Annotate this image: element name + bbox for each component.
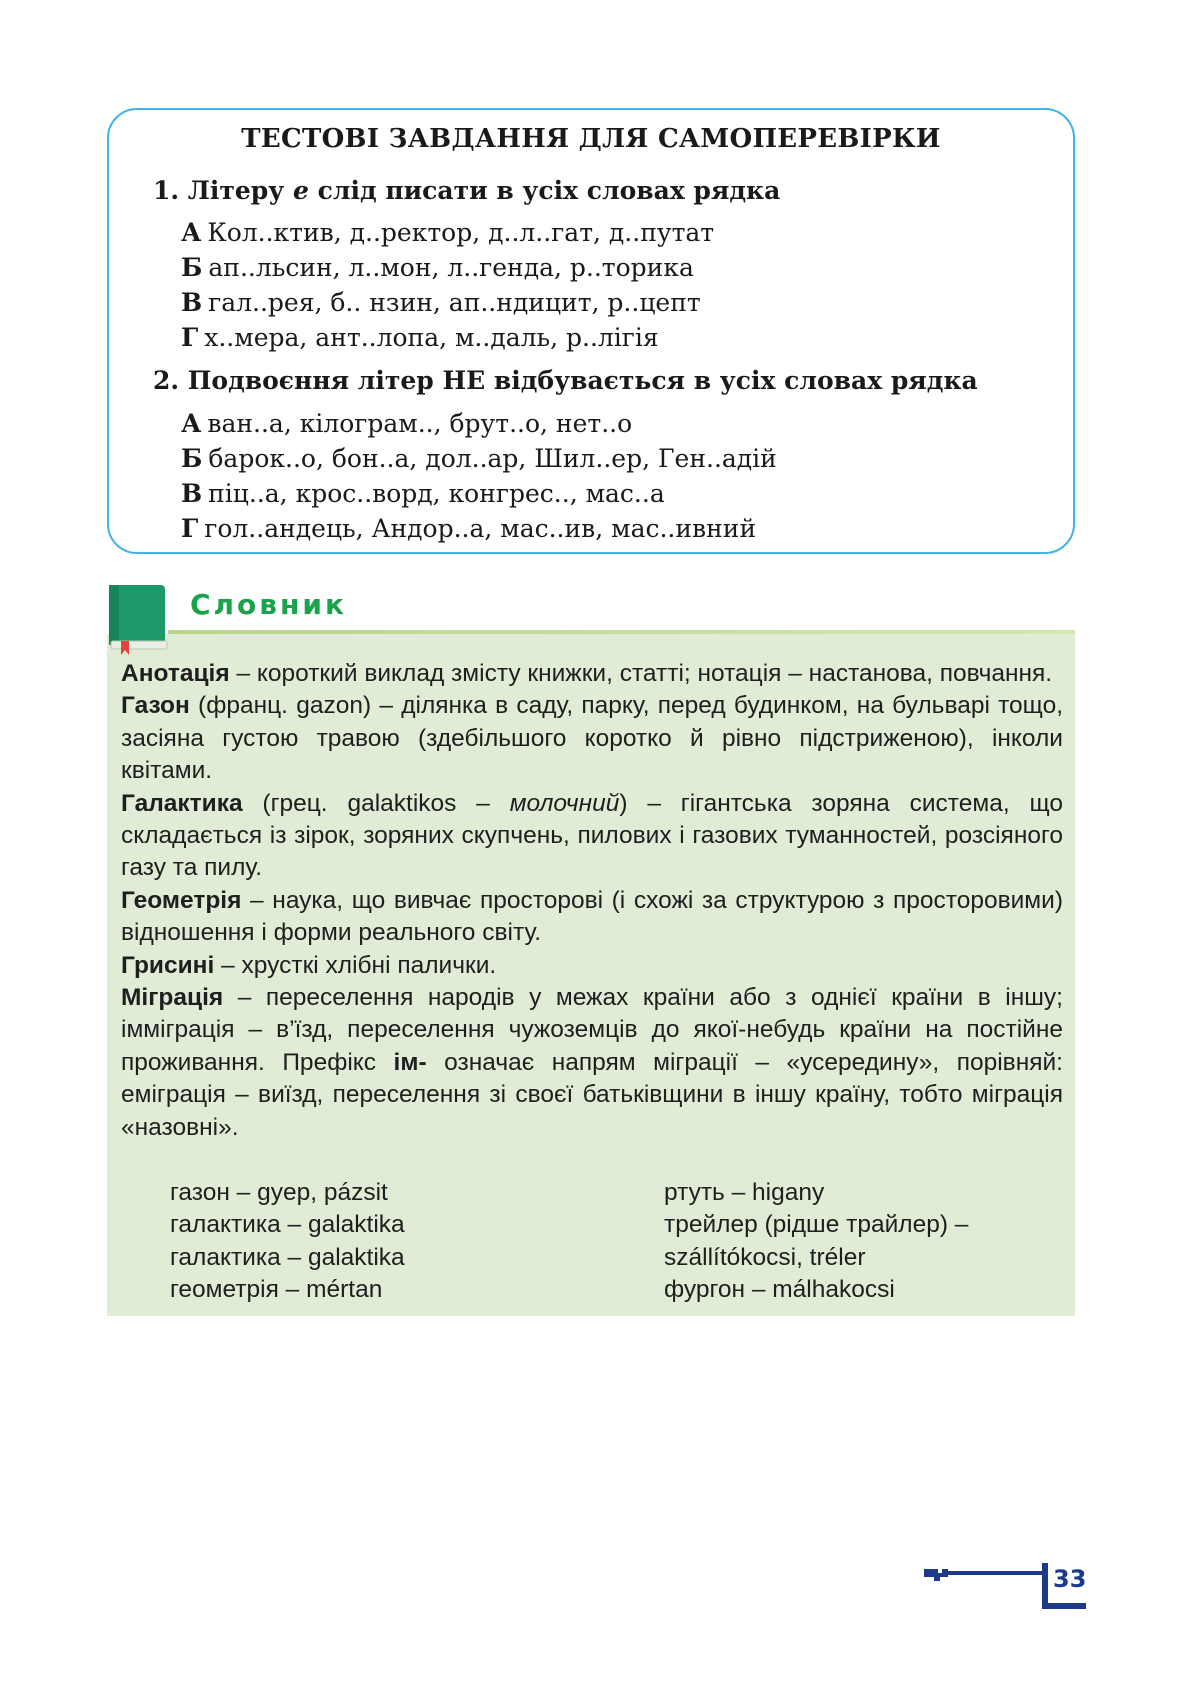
option-letter: А	[181, 218, 202, 247]
q2-option-a	[181, 407, 632, 441]
entry-definition: – хрусткі хлібні палички.	[214, 951, 497, 979]
translation-pair: галактика – galaktika	[170, 1211, 405, 1239]
option-text: гол..андець, Андор..а, мас..ив, мас..ивний	[204, 514, 757, 543]
entry-hrysyni	[121, 950, 1063, 982]
option-letter: Б	[181, 253, 203, 282]
entry-term: Грисині	[121, 951, 215, 979]
test-tasks-box	[107, 108, 1075, 554]
entry-definition: – переселення народів у межах країни або з однієї країни в іншу; імміграція – в’їзд, переселення чужоземців до якої-небудь країни на постійне проживання. Префікс	[121, 984, 1063, 1076]
vocabulary-title: Словник	[190, 588, 347, 621]
entry-mihratsiia	[121, 982, 1063, 1144]
entry-halaktyka	[121, 788, 1063, 885]
page-number: 33	[1053, 1565, 1087, 1593]
translation-pair: szállítókocsi, tréler	[664, 1243, 866, 1271]
translations-right	[664, 1177, 968, 1307]
option-text: барок..о, бон..а, дол..ар, Шил..ер, Ген..адій	[208, 444, 777, 473]
entry-term: Геометрія	[121, 886, 242, 914]
entry-bold: ім-	[393, 1048, 427, 1076]
entry-definition: ) – гігантська зоряна система, що складається із зірок, зоряних скупчень, пилових і газових туманностей, розсіяного газу та пилу.	[121, 789, 1063, 882]
entry-heometriia	[121, 885, 1063, 950]
entry-term: Анотація	[121, 660, 230, 687]
translation-pair: трейлер (рідше трайлер) –	[664, 1211, 969, 1239]
test-title: ТЕСТОВІ ЗАВДАННЯ ДЛЯ САМОПЕРЕВІРКИ	[241, 124, 941, 154]
vocabulary-divider	[168, 630, 1075, 634]
vocabulary-entries	[121, 658, 1063, 1144]
entry-term: Міграція	[121, 984, 224, 1012]
q2-option-b	[181, 442, 777, 476]
entry-hazon	[121, 690, 1063, 787]
option-text: ван..а, кілограм.., брут..о, нет..о	[207, 409, 633, 438]
q1-option-b	[181, 251, 694, 285]
translation-pair: галактика – galaktika	[170, 1243, 405, 1271]
option-text: гал..рея, б.. нзин, ап..ндицит, р..цепт	[208, 288, 701, 317]
question-1-emph: е	[293, 176, 309, 205]
translations-left	[170, 1177, 405, 1307]
q2-option-c	[181, 477, 665, 511]
entry-anotatsiia	[121, 658, 1063, 690]
entry-definition: означає напрям міграції – «усередину», порівняй: еміграція – виїзд, переселення зі своєї батьківщини в іншу країну, тобто міграція «назовні».	[121, 1048, 1063, 1141]
option-letter: В	[181, 288, 203, 317]
question-1	[153, 176, 780, 205]
entry-definition: – наука, що вивчає просторові (і схожі за структурою з просторовими) відношення і форми реального світу.	[121, 886, 1063, 947]
option-text: х..мера, ант..лопа, м..даль, р..лігія	[204, 323, 659, 352]
entry-term: Газон	[121, 692, 190, 720]
q1-option-a	[181, 216, 714, 250]
option-text: піц..а, крос..ворд, конгрес.., мас..а	[208, 479, 665, 508]
question-1-prefix: 1. Літеру	[153, 176, 293, 205]
translation-pair: ртуть – higany	[664, 1179, 825, 1206]
translation-pair: геометрія – mértan	[170, 1276, 383, 1304]
entry-definition: (грец. galaktikos –	[242, 789, 510, 817]
option-text: ап..льсин, л..мон, л..генда, р..торика	[208, 253, 694, 282]
book-icon	[107, 583, 169, 655]
option-letter: Г	[181, 323, 199, 352]
q1-option-c	[181, 286, 701, 320]
entry-italic: молочний	[509, 789, 620, 817]
question-1-suffix: слід писати в усіх словах рядка	[308, 176, 781, 205]
option-letter: В	[181, 479, 203, 508]
option-text: Кол..ктив, д..ректор, д..л..гат, д..путат	[207, 218, 715, 247]
q1-option-d	[181, 321, 659, 355]
option-letter: Б	[181, 444, 203, 473]
entry-definition: – короткий виклад змісту книжки, статті; нотація – настанова, повчання.	[229, 660, 1053, 687]
translation-pair: газон – gyep, pázsit	[170, 1179, 388, 1206]
option-letter: Г	[181, 514, 199, 543]
translation-pair: фургон – málhakocsi	[664, 1276, 895, 1304]
question-2: 2. Подвоєння літер НЕ відбувається в усіх словах рядка	[153, 366, 978, 395]
option-letter: А	[181, 409, 202, 438]
q2-option-d	[181, 512, 756, 546]
entry-term: Галактика	[121, 789, 243, 817]
entry-definition: (франц. gazon) – ділянка в саду, парку, перед будинком, на бульварі тощо, засіяна густою травою (здебільшого коротко й рівно підстриженою), інколи квітами.	[121, 692, 1063, 785]
